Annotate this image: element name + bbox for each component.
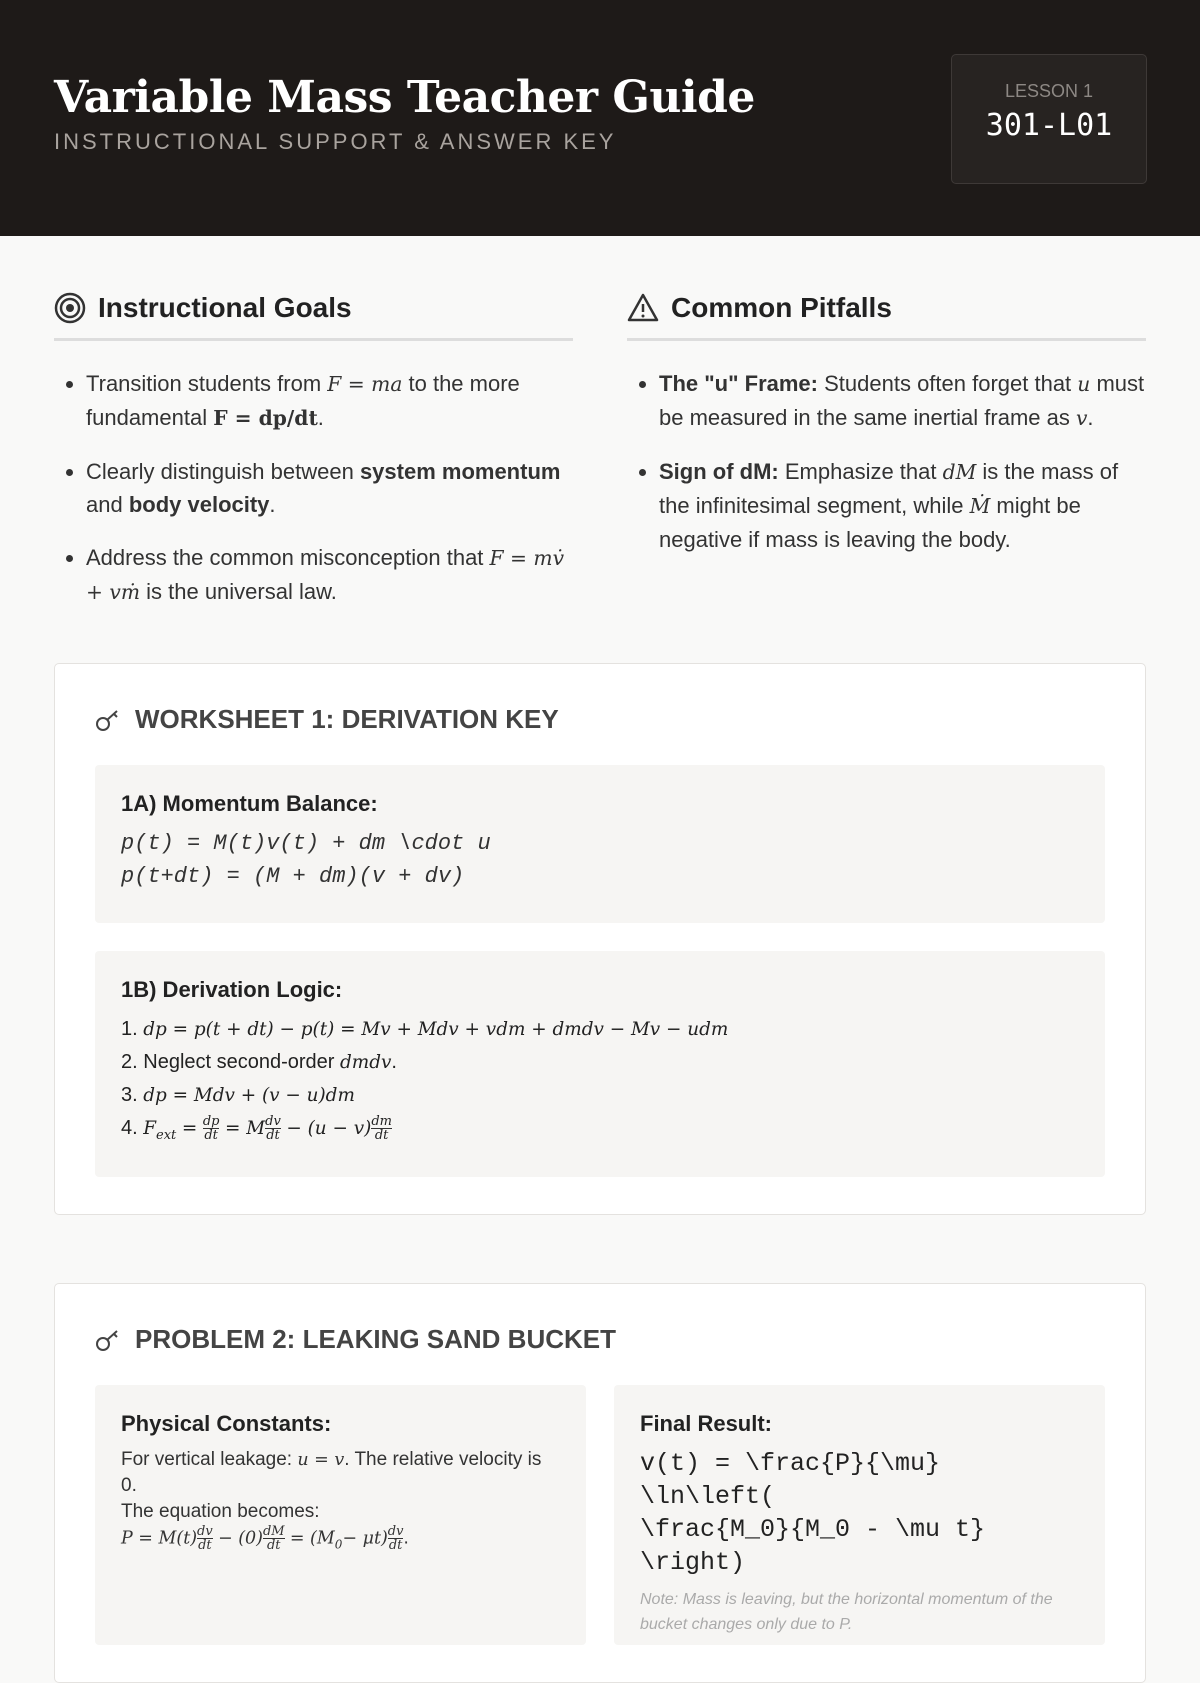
list-item: • Clearly distinguish between system momentum and body velocity. <box>86 455 573 521</box>
box-title: 1B) Derivation Logic: <box>121 977 343 1002</box>
physical-constants-box <box>95 1385 586 1645</box>
worksheet-card <box>54 663 1146 1215</box>
lesson-badge <box>951 54 1147 184</box>
derivation-logic-box <box>95 951 1105 1177</box>
target-icon <box>54 292 86 324</box>
problem-card <box>54 1283 1146 1683</box>
key-icon <box>95 1327 121 1353</box>
box-title: Final Result: <box>640 1411 773 1436</box>
box-title: Physical Constants: <box>121 1411 332 1436</box>
list-item: • Sign of dM: Emphasize that dM is the mass of the infinitesimal segment, while Ṁ might be negative if mass is leaving the body. <box>659 455 1146 556</box>
card-title: PROBLEM 2: LEAKING SAND BUCKET <box>135 1324 617 1354</box>
instructional-goals <box>54 292 573 629</box>
section-title: Common Pitfalls <box>671 292 892 323</box>
step-1: 1. dp = p(t + dt) − p(t) = Mv + Mdv + vdm + dmdv − Mv − udm <box>121 1018 729 1040</box>
lesson-label: LESSON 1 <box>1004 81 1094 101</box>
page-subtitle: INSTRUCTIONAL SUPPORT & ANSWER KEY <box>54 129 617 154</box>
common-pitfalls <box>627 292 1146 629</box>
warning-icon <box>627 292 659 324</box>
step-2: 2. Neglect second-order dmdv. <box>121 1051 397 1073</box>
constants-text: For vertical leakage: u = v. The relative velocity is 0. <box>121 1449 542 1496</box>
step-3: 3. dp = Mdv + (v − u)dm <box>121 1084 355 1106</box>
code-line: p(t+dt) = (M + dm)(v + dv) <box>121 864 465 889</box>
constants-text: The equation becomes: <box>121 1501 320 1522</box>
list-item: • The "u" Frame: Students often forget that u must be measured in the same inertial frame as v. <box>659 367 1146 435</box>
section-title: Instructional Goals <box>98 292 352 323</box>
lesson-code: 301-L01 <box>985 108 1113 143</box>
result-line: \frac{M_0}{M_0 - \mu t} \right) <box>640 1515 986 1577</box>
page-header <box>0 0 1200 236</box>
page-title: Variable Mass Teacher Guide <box>54 72 755 123</box>
constants-equation: P = M(t) $\frac{dv}{dt}$ − (0) $\frac{dM}{dt}$ = $(M_0- \mu t)$ $\frac{dv}{dt}$ . <box>121 1524 409 1553</box>
card-title: WORKSHEET 1: DERIVATION KEY <box>135 704 559 734</box>
final-result-box <box>614 1385 1105 1645</box>
key-icon <box>95 707 121 733</box>
result-note: Note: Mass is leaving, but the horizontal momentum of the bucket changes only due to P. <box>640 1591 1053 1633</box>
code-line: p(t) = M(t)v(t) + dm \cdot u <box>121 831 491 856</box>
result-line: v(t) = \frac{P}{\mu} \ln\left( <box>640 1449 941 1511</box>
box-title: 1A) Momentum Balance: <box>121 791 378 816</box>
list-item: • Transition students from F = ma to the more fundamental F = dp/dt. <box>86 367 573 435</box>
momentum-balance-box <box>95 765 1105 923</box>
step-4: 4. $F_{ext}$ = $\frac{dp}{dt}$ = M $\frac{dv}{dt}$ − (u − v) $\frac{dm}{dt}$ <box>121 1114 392 1144</box>
list-item: • Address the common misconception that F = mv̇ + vṁ is the universal law. <box>86 541 573 609</box>
